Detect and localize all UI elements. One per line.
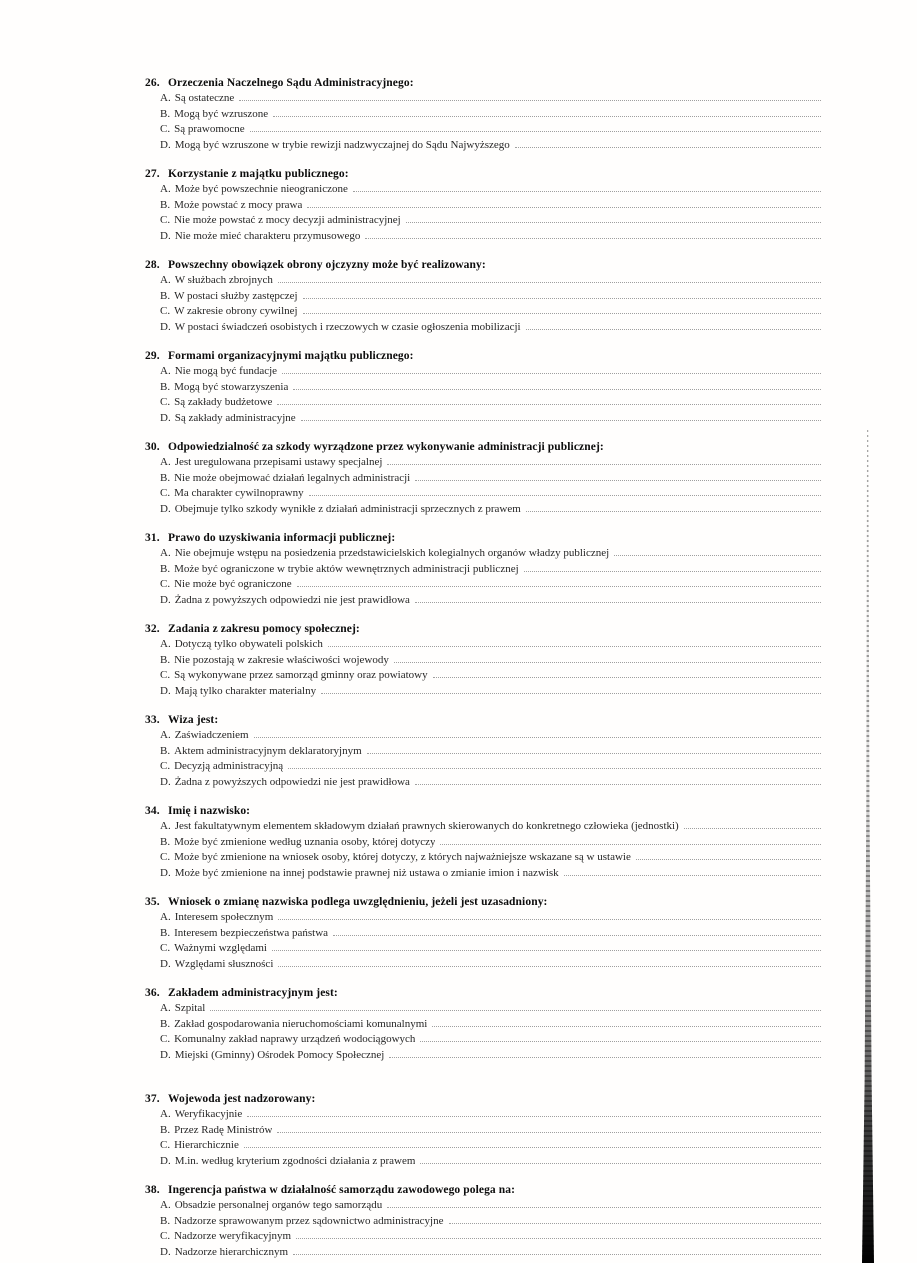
dotted-leader-line	[449, 1213, 822, 1224]
option-row	[160, 454, 821, 470]
option-letter: A.	[160, 547, 171, 559]
option-text: Może być zmienione na wniosek osoby, której dotyczy, z których najważniejsze wskazane są w ustawie	[174, 851, 631, 863]
option-letter: B.	[160, 1123, 171, 1136]
option-letter: B.	[160, 1214, 171, 1227]
option-row	[160, 272, 821, 288]
option-letter: A.	[160, 911, 171, 923]
dotted-leader-line	[387, 454, 821, 465]
option-text: Nie może powstać z mocy decyzji administracyjnej	[174, 214, 401, 226]
question-block	[145, 986, 821, 1062]
dotted-leader-line	[420, 1153, 821, 1164]
dotted-leader-line	[273, 106, 821, 117]
dotted-leader-line	[239, 90, 821, 101]
option-text: Może być zmienione na innej podstawie prawnej niż ustawa o zmianie imion i nazwisk	[174, 866, 559, 879]
question-block	[145, 804, 821, 880]
option-letter: D.	[160, 593, 171, 606]
option-letter: D.	[160, 1245, 171, 1258]
dotted-leader-line	[387, 1197, 821, 1208]
option-row	[160, 652, 821, 668]
option-row	[160, 501, 821, 517]
option-letter: B.	[160, 926, 171, 939]
option-text: Jest uregulowana przepisami ustawy specjalnej	[174, 456, 383, 468]
question-block	[145, 1092, 821, 1168]
option-text: Są wykonywane przez samorząd gminny oraz powiatowy	[174, 669, 428, 681]
option-row	[160, 1213, 821, 1229]
question-block	[145, 440, 821, 516]
option-row	[160, 470, 821, 486]
dotted-leader-line	[684, 818, 821, 829]
option-letter: C.	[160, 487, 171, 499]
option-letter: B.	[160, 744, 171, 757]
option-text: Mogą być wzruszone w trybie rewizji nadzwyczajnej do Sądu Najwyższego	[174, 138, 510, 151]
dotted-leader-line	[309, 485, 821, 496]
option-text: Nie mogą być fundacje	[174, 365, 278, 377]
option-row	[160, 818, 821, 834]
option-row	[160, 956, 821, 972]
option-text: Decyzją administracyjną	[174, 760, 284, 772]
question-title: Korzystanie z majątku publicznego:	[168, 168, 349, 180]
option-row	[160, 865, 821, 881]
option-text: Mają tylko charakter materialny	[174, 684, 317, 697]
option-row	[160, 1047, 821, 1063]
option-row	[160, 727, 821, 743]
dotted-leader-line	[282, 363, 821, 374]
dotted-leader-line	[293, 1244, 821, 1255]
option-text: Żadna z powyższych odpowiedzi nie jest prawidłowa	[174, 593, 410, 606]
option-row	[160, 925, 821, 941]
dotted-leader-line	[296, 1228, 821, 1239]
dotted-leader-line	[247, 1106, 821, 1117]
option-row	[160, 758, 821, 774]
option-text: Zaświadczeniem	[174, 729, 249, 741]
option-letter: D.	[160, 684, 171, 697]
option-letter: B.	[160, 198, 171, 211]
question-number: 37.	[145, 1093, 160, 1105]
question-number: 38.	[145, 1184, 160, 1196]
option-text: W postaci świadczeń osobistych i rzeczowych w czasie ogłoszenia mobilizacji	[174, 320, 521, 333]
question-block	[145, 167, 821, 243]
dotted-leader-line	[614, 545, 821, 556]
question-header	[145, 804, 821, 818]
question-block	[145, 349, 821, 425]
option-row	[160, 1106, 821, 1122]
dotted-leader-line	[210, 1000, 821, 1011]
question-title: Zakładem administracyjnym jest:	[168, 987, 338, 999]
option-row	[160, 410, 821, 426]
option-text: W postaci służby zastępczej	[174, 289, 298, 302]
option-text: Może być zmienione według uznania osoby, której dotyczy	[174, 835, 436, 848]
question-title: Ingerencja państwa w działalność samorządu zawodowego polega na:	[168, 1184, 516, 1196]
option-text: Nadzorze weryfikacyjnym	[174, 1230, 292, 1242]
options-list	[160, 818, 821, 880]
option-text: Są zakłady administracyjne	[174, 411, 296, 424]
option-letter: A.	[160, 638, 171, 650]
option-text: Dotyczą tylko obywateli polskich	[174, 638, 323, 650]
option-letter: C.	[160, 851, 171, 863]
option-letter: D.	[160, 1154, 171, 1167]
question-block	[145, 713, 821, 789]
option-letter: A.	[160, 92, 171, 104]
option-letter: B.	[160, 835, 171, 848]
question-title: Formami organizacyjnymi majątku publicznego:	[168, 350, 414, 362]
option-letter: A.	[160, 820, 171, 832]
option-row	[160, 683, 821, 699]
option-row	[160, 1031, 821, 1047]
option-text: Nie pozostają w zakresie właściwości wojewody	[174, 653, 389, 666]
option-row	[160, 319, 821, 335]
option-text: Nadzorze sprawowanym przez sądownictwo administracyjne	[174, 1214, 444, 1227]
question-header	[145, 440, 821, 454]
scan-artifact-streak	[862, 430, 874, 1263]
option-text: Ważnymi względami	[174, 942, 267, 954]
option-row	[160, 197, 821, 213]
dotted-leader-line	[564, 865, 821, 876]
option-letter: C.	[160, 305, 171, 317]
dotted-leader-line	[328, 636, 821, 647]
option-letter: D.	[160, 320, 171, 333]
options-list	[160, 90, 821, 152]
option-row	[160, 1137, 821, 1153]
dotted-leader-line	[301, 410, 821, 421]
option-row	[160, 288, 821, 304]
option-letter: D.	[160, 957, 171, 970]
option-letter: D.	[160, 775, 171, 788]
option-letter: A.	[160, 1108, 171, 1120]
option-text: Żadna z powyższych odpowiedzi nie jest prawidłowa	[174, 775, 410, 788]
option-row	[160, 1228, 821, 1244]
dotted-leader-line	[433, 667, 821, 678]
question-header	[145, 713, 821, 727]
option-text: W zakresie obrony cywilnej	[174, 305, 298, 317]
option-letter: B.	[160, 471, 171, 484]
dotted-leader-line	[333, 925, 821, 936]
option-row	[160, 394, 821, 410]
dotted-leader-line	[524, 561, 821, 572]
option-text: M.in. według kryterium zgodności działania z prawem	[174, 1154, 416, 1167]
question-title: Wiza jest:	[168, 714, 219, 726]
dotted-leader-line	[415, 774, 821, 785]
option-row	[160, 667, 821, 683]
dotted-leader-line	[244, 1137, 821, 1148]
options-list	[160, 181, 821, 243]
option-row	[160, 545, 821, 561]
option-row	[160, 137, 821, 153]
option-letter: B.	[160, 653, 171, 666]
dotted-leader-line	[415, 470, 821, 481]
option-text: Są prawomocne	[174, 123, 245, 135]
options-list	[160, 1000, 821, 1062]
option-letter: A.	[160, 183, 171, 195]
option-text: Nie może być ograniczone	[174, 578, 292, 590]
option-text: Miejski (Gminny) Ośrodek Pomocy Społecznej	[174, 1048, 385, 1061]
option-row	[160, 1000, 821, 1016]
dotted-leader-line	[288, 758, 821, 769]
option-text: Obsadzie personalnej organów tego samorządu	[174, 1199, 383, 1211]
question-header	[145, 76, 821, 90]
option-row	[160, 212, 821, 228]
option-text: Interesem społecznym	[174, 911, 274, 923]
dotted-leader-line	[278, 272, 821, 283]
option-row	[160, 1122, 821, 1138]
option-row	[160, 90, 821, 106]
option-text: Mogą być stowarzyszenia	[174, 380, 289, 393]
options-list	[160, 909, 821, 971]
dotted-leader-line	[307, 197, 821, 208]
option-letter: D.	[160, 229, 171, 242]
option-letter: C.	[160, 578, 171, 590]
option-row	[160, 561, 821, 577]
question-header	[145, 1183, 821, 1197]
option-row	[160, 303, 821, 319]
option-letter: C.	[160, 396, 171, 408]
option-letter: C.	[160, 1139, 171, 1151]
question-number: 27.	[145, 168, 160, 180]
options-list	[160, 545, 821, 607]
option-text: Są zakłady budżetowe	[174, 396, 273, 408]
option-letter: A.	[160, 274, 171, 286]
question-header	[145, 622, 821, 636]
option-letter: C.	[160, 669, 171, 681]
question-title: Zadania z zakresu pomocy społecznej:	[168, 623, 360, 635]
option-row	[160, 121, 821, 137]
option-row	[160, 636, 821, 652]
option-text: Są ostateczne	[174, 92, 235, 104]
question-number: 31.	[145, 532, 160, 544]
question-header	[145, 167, 821, 181]
question-number: 36.	[145, 987, 160, 999]
option-row	[160, 940, 821, 956]
option-row	[160, 1153, 821, 1169]
dotted-leader-line	[321, 683, 821, 694]
question-number: 26.	[145, 77, 160, 89]
option-text: Może powstać z mocy prawa	[174, 198, 303, 211]
option-row	[160, 774, 821, 790]
question-title: Orzeczenia Naczelnego Sądu Administracyjnego:	[168, 77, 414, 89]
dotted-leader-line	[293, 379, 821, 390]
option-text: Nie może obejmować działań legalnych administracji	[174, 471, 411, 484]
option-letter: C.	[160, 760, 171, 772]
question-title: Wniosek o zmianę nazwiska podlega uwzględnieniu, jeżeli jest uzasadniony:	[168, 896, 548, 908]
options-list	[160, 1197, 821, 1259]
dotted-leader-line	[440, 834, 821, 845]
dotted-leader-line	[297, 576, 821, 587]
option-text: Zakład gospodarowania nieruchomościami komunalnymi	[174, 1017, 428, 1030]
dotted-leader-line	[277, 394, 821, 405]
option-letter: A.	[160, 365, 171, 377]
option-text: Względami słuszności	[174, 957, 274, 970]
option-letter: D.	[160, 502, 171, 515]
option-text: Weryfikacyjnie	[174, 1108, 243, 1120]
option-letter: D.	[160, 1048, 171, 1061]
option-row	[160, 1244, 821, 1260]
question-header	[145, 986, 821, 1000]
dotted-leader-line	[406, 212, 821, 223]
option-letter: A.	[160, 1002, 171, 1014]
option-letter: D.	[160, 866, 171, 879]
options-list	[160, 272, 821, 334]
option-text: Szpital	[174, 1002, 206, 1014]
option-row	[160, 106, 821, 122]
dotted-leader-line	[303, 303, 821, 314]
option-text: W służbach zbrojnych	[174, 274, 273, 286]
dotted-leader-line	[526, 319, 821, 330]
option-text: Nie obejmuje wstępu na posiedzenia przedstawicielskich kolegialnych organów władzy publicznej	[174, 547, 610, 559]
question-title: Wojewoda jest nadzorowany:	[168, 1093, 316, 1105]
question-number: 28.	[145, 259, 160, 271]
dotted-leader-line	[365, 228, 821, 239]
option-row	[160, 228, 821, 244]
option-text: Może być powszechnie nieograniczone	[174, 183, 348, 195]
option-row	[160, 909, 821, 925]
question-number: 32.	[145, 623, 160, 635]
question-block	[145, 258, 821, 334]
question-block	[145, 622, 821, 698]
option-text: Może być ograniczone w trybie aktów wewnętrznych administracji publicznej	[174, 562, 519, 575]
question-number: 34.	[145, 805, 160, 817]
option-text: Jest fakultatywnym elementem składowym działań prawnych skierowanych do konkretnego człowieka (jednostki)	[174, 820, 679, 832]
option-letter: C.	[160, 1230, 171, 1242]
option-text: Mogą być wzruszone	[174, 107, 269, 120]
dotted-leader-line	[250, 121, 821, 132]
question-block	[145, 1183, 821, 1259]
option-letter: B.	[160, 107, 171, 120]
option-letter: C.	[160, 123, 171, 135]
dotted-leader-line	[303, 288, 821, 299]
question-number: 30.	[145, 441, 160, 453]
dotted-leader-line	[277, 1122, 821, 1133]
question-number: 29.	[145, 350, 160, 362]
question-title: Powszechny obowiązek obrony ojczyzny może być realizowany:	[168, 259, 486, 271]
option-row	[160, 743, 821, 759]
dotted-leader-line	[278, 956, 821, 967]
option-letter: A.	[160, 456, 171, 468]
option-text: Obejmuje tylko szkody wynikłe z działań administracji sprzecznych z prawem	[174, 502, 521, 515]
options-list	[160, 636, 821, 698]
option-row	[160, 834, 821, 850]
option-text: Przez Radę Ministrów	[174, 1123, 273, 1136]
option-text: Interesem bezpieczeństwa państwa	[174, 926, 329, 939]
question-block	[145, 76, 821, 152]
option-row	[160, 485, 821, 501]
option-row	[160, 379, 821, 395]
option-row	[160, 592, 821, 608]
option-letter: B.	[160, 380, 171, 393]
option-letter: B.	[160, 289, 171, 302]
question-number: 35.	[145, 896, 160, 908]
option-letter: A.	[160, 729, 171, 741]
dotted-leader-line	[367, 743, 821, 754]
dotted-leader-line	[278, 909, 821, 920]
question-block	[145, 531, 821, 607]
dotted-leader-line	[420, 1031, 821, 1042]
option-letter: D.	[160, 411, 171, 424]
option-letter: B.	[160, 1017, 171, 1030]
option-text: Hierarchicznie	[174, 1139, 239, 1151]
options-list	[160, 363, 821, 425]
dotted-leader-line	[432, 1016, 821, 1027]
dotted-leader-line	[394, 652, 821, 663]
dotted-leader-line	[415, 592, 821, 603]
option-letter: A.	[160, 1199, 171, 1211]
dotted-leader-line	[272, 940, 821, 951]
dotted-leader-line	[254, 727, 821, 738]
question-block	[145, 895, 821, 971]
question-header	[145, 531, 821, 545]
dotted-leader-line	[526, 501, 821, 512]
option-row	[160, 849, 821, 865]
options-list	[160, 727, 821, 789]
option-letter: C.	[160, 1033, 171, 1045]
options-list	[160, 1106, 821, 1168]
dotted-leader-line	[515, 137, 821, 148]
option-letter: D.	[160, 138, 171, 151]
questions-list	[145, 76, 821, 1263]
dotted-leader-line	[353, 181, 821, 192]
option-row	[160, 1016, 821, 1032]
options-list	[160, 454, 821, 516]
option-text: Nadzorze hierarchicznym	[174, 1245, 288, 1258]
option-row	[160, 181, 821, 197]
option-text: Aktem administracyjnym deklaratoryjnym	[174, 744, 362, 757]
option-row	[160, 1197, 821, 1213]
question-title: Odpowiedzialność za szkody wyrządzone przez wykonywanie administracji publicznej:	[168, 441, 604, 453]
question-header	[145, 1092, 821, 1106]
option-text: Ma charakter cywilnoprawny	[174, 487, 304, 499]
question-title: Imię i nazwisko:	[168, 805, 251, 817]
option-text: Komunalny zakład naprawy urządzeń wodociągowych	[174, 1033, 416, 1045]
option-letter: B.	[160, 562, 171, 575]
dotted-leader-line	[389, 1047, 821, 1058]
question-header	[145, 258, 821, 272]
option-letter: C.	[160, 214, 171, 226]
question-header	[145, 349, 821, 363]
option-text: Nie może mieć charakteru przymusowego	[174, 229, 361, 242]
question-header	[145, 895, 821, 909]
option-row	[160, 363, 821, 379]
dotted-leader-line	[636, 849, 821, 860]
question-title: Prawo do uzyskiwania informacji publicznej:	[168, 532, 396, 544]
option-letter: C.	[160, 942, 171, 954]
question-number: 33.	[145, 714, 160, 726]
option-row	[160, 576, 821, 592]
